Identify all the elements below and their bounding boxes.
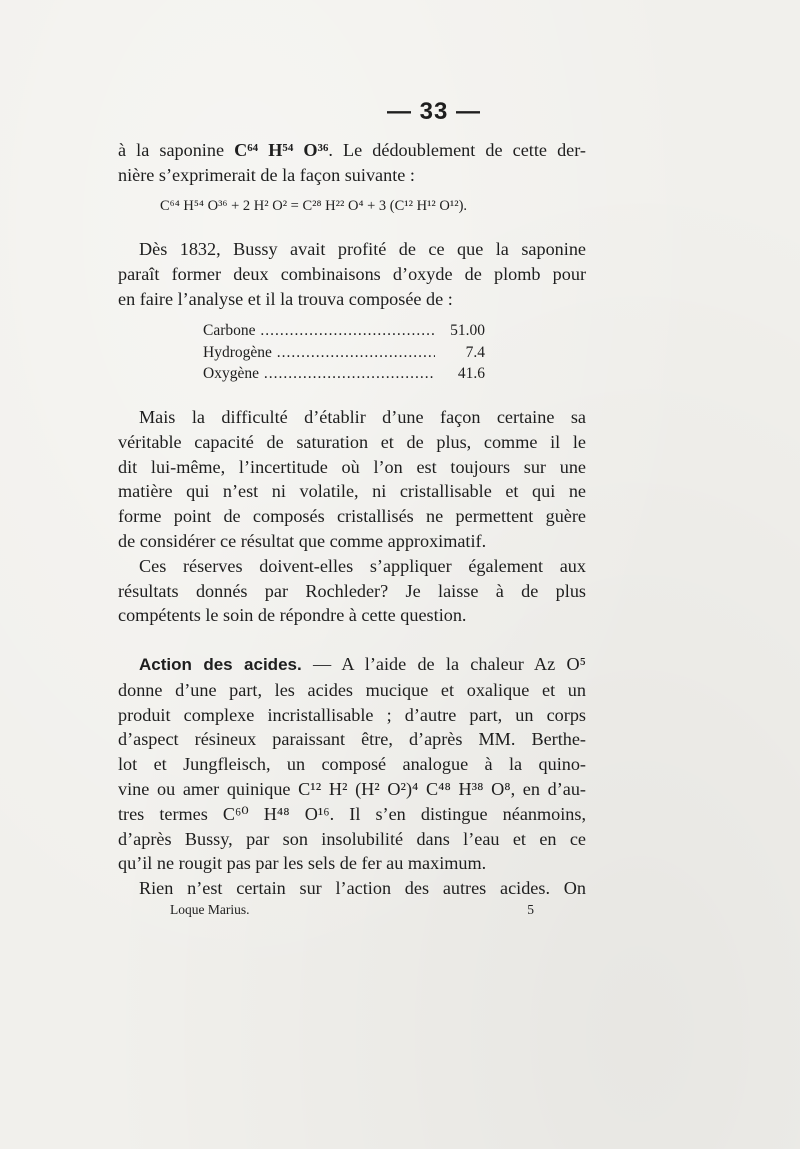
difficulty-line: véritable capacité de saturation et de plus, comme il le [118, 431, 586, 452]
element-name: Carbone ..... [203, 320, 435, 342]
acids-section [118, 652, 586, 901]
composition-row [203, 342, 485, 364]
bussy-line: Dès 1832, Bussy avait profité de ce que la saponine [139, 239, 586, 259]
difficulty-line: dit lui-même, l’incertitude où l’on est toujours sur une [118, 456, 586, 477]
element-value: 7.4 [465, 343, 485, 361]
bussy-line: paraît former deux combinaisons d’oxyde de plomb pour [118, 263, 586, 284]
element-name: Hydrogène ..... [203, 342, 435, 364]
page-footer [170, 902, 534, 918]
equation: C⁶⁴ H⁵⁴ O³⁶ + 2 H² O² = C²⁸ H²² O⁴ + 3 (C¹² H¹² O¹²). [160, 198, 468, 214]
bussy-line: en faire l’analyse et il la trouva composée de : [118, 288, 453, 309]
acids-line: Rien n’est certain sur l’action des autres acides. On [139, 878, 586, 899]
page-number: — 33 — [386, 98, 482, 125]
difficulty-paragraph [118, 405, 586, 628]
difficulty-line: matière qui n’est ni volatile, ni cristallisable et qui ne [118, 481, 586, 502]
intro-line-1: à la saponine C⁶⁴ H⁵⁴ O³⁶. Le dédoublement de cette der- [118, 140, 586, 160]
composition-row [203, 363, 485, 385]
element-value: 41.6 [457, 365, 485, 382]
reserves-line: compétents le soin de répondre à cette question. [118, 605, 467, 626]
bussy-paragraph [118, 237, 586, 311]
section-heading: Action des acides. [139, 655, 302, 674]
composition-row [203, 320, 485, 342]
acids-line: d’aspect résineux paraissant être, d’après MM. Berthe- [118, 729, 586, 750]
footer-author: Loque Marius. [170, 902, 250, 917]
reserves-line: résultats donnés par Rochleder? Je laisse à de plus [118, 580, 586, 601]
acids-line: donne d’une part, les acides mucique et oxalique et un [118, 679, 586, 700]
acids-line: tres termes C⁶⁰ H⁴⁸ O¹⁶. Il s’en distingue néanmoins, [118, 803, 586, 824]
difficulty-line: forme point de composés cristallisés ne permettent guère [118, 506, 586, 527]
footer-signature: 5 [527, 902, 534, 917]
intro-line-2: nière s’exprimerait de la façon suivante : [118, 164, 415, 185]
composition-table [203, 320, 485, 385]
acids-line: vine ou amer quinique C¹² H² (H² O²)⁴ C⁴⁸ H³⁸ O⁸, en d’au- [118, 778, 586, 799]
acids-line: d’après Bussy, par son insolubilité dans l’eau et en ce [118, 828, 586, 849]
element-value: 51.00 [450, 322, 485, 339]
acids-line: qu’il ne rougit pas par les sels de fer au maximum. [118, 853, 487, 874]
element-name: Oxygène ..... [203, 363, 435, 385]
acids-line: lot et Jungfleisch, un composé analogue à la quino- [118, 754, 586, 775]
reserves-line: Ces réserves doivent-elles s’appliquer également aux [139, 555, 586, 576]
intro-paragraph [118, 138, 586, 188]
saponine-formula: C⁶⁴ H⁵⁴ O³⁶ [234, 140, 329, 160]
acids-line-1: Action des acides. — A l’aide de la chaleur Az O⁵ [139, 654, 586, 674]
difficulty-line: de considérer ce résultat que comme approximatif. [118, 530, 487, 551]
acids-line: produit complexe incristallisable ; d’autre part, un corps [118, 704, 586, 725]
difficulty-line: Mais la difficulté d’établir d’une façon certaine sa [139, 407, 586, 427]
